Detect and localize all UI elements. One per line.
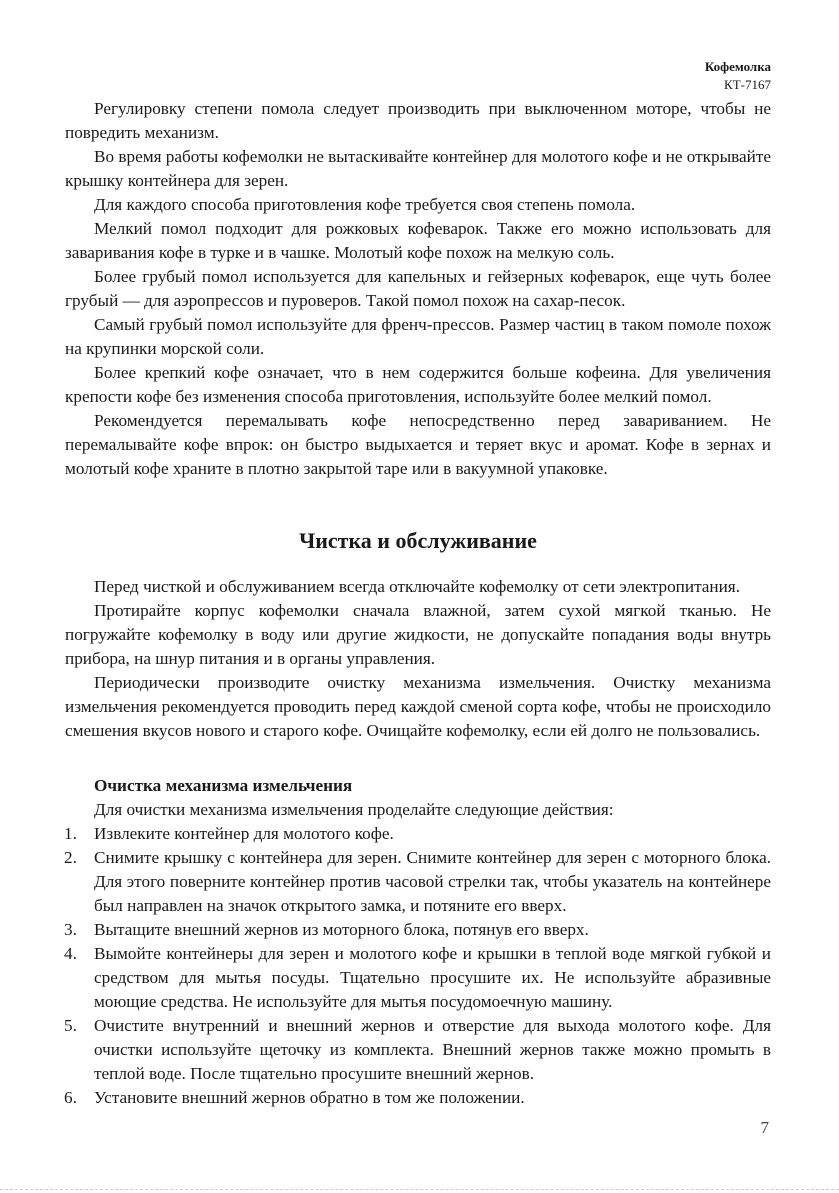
paragraph: Более крепкий кофе означает, что в нем содержится больше кофеина. Для увеличения крепости кофе без изменения способа приготовления, используйте более мелкий помол. [65, 363, 771, 406]
paragraph: Периодически производите очистку механизма измельчения. Очистку механизма измельчения рекомендуется проводить перед каждой сменой сорта кофе, чтобы не происходило смешения вкусов нового и старого кофе. Очищайте кофемолку, если ей долго не пользовались. [65, 673, 771, 740]
subsection-intro: Для очистки механизма измельчения проделайте следующие действия: [94, 800, 614, 819]
step-number: 3. [64, 920, 77, 939]
paragraph: Рекомендуется перемалывать кофе непосредственно перед завариванием. Не перемалывайте кофе впрок: он быстро выдыхается и теряет вкус и аромат. Кофе в зернах и молотый кофе храните в плотно закрытой таре или в вакуумной упаковке. [65, 411, 771, 478]
paragraph: Более грубый помол используется для капельных и гейзерных кофеварок, еще чуть более грубый — для аэропрессов и пуроверов. Такой помол похож на сахар-песок. [65, 267, 771, 310]
page-number: 7 [760, 1118, 769, 1137]
step-text: Вымойте контейнеры для зерен и молотого кофе и крышки в теплой воде мягкой губкой и средством для мытья посуды. Тщательно просушите их. Не используйте абразивные моющие средства. Не используйте для мытья посудомоечную машину. [94, 944, 771, 1011]
subsection-title: Очистка механизма измельчения [94, 776, 353, 795]
step-text: Установите внешний жернов обратно в том же положении. [94, 1088, 525, 1107]
step-number: 1. [64, 824, 77, 843]
step-text: Очистите внутренний и внешний жернов и отверстие для выхода молотого кофе. Для очистки используйте щеточку из комплекта. Внешний жернов также можно промыть в теплой воде. После тщательно просушите внешний жернов. [94, 1016, 771, 1083]
step-number: 6. [64, 1088, 77, 1107]
list-item [65, 918, 771, 942]
step-number: 5. [64, 1016, 77, 1035]
list-item [65, 822, 771, 846]
step-text: Извлеките контейнер для молотого кофе. [94, 824, 394, 843]
list-item [65, 1086, 771, 1110]
page-edge-divider [0, 1189, 839, 1190]
steps-list [65, 822, 771, 1110]
paragraph: Регулировку степени помола следует производить при выключенном моторе, чтобы не повредить механизм. [65, 99, 771, 142]
step-text: Снимите крышку с контейнера для зерен. Снимите контейнер для зерен с моторного блока. Для этого поверните контейнер против часовой стрелки так, чтобы указатель на контейнере был направлен на значок открытого замка, и потяните его вверх. [94, 848, 771, 915]
step-number: 4. [64, 944, 77, 963]
paragraph: Самый грубый помол используйте для френч-прессов. Размер частиц в таком помоле похож на крупинки морской соли. [65, 315, 771, 358]
section-title: Чистка и обслуживание [299, 528, 537, 553]
header-brand: Кофемолка [704, 59, 771, 74]
list-item [65, 942, 771, 1014]
step-number: 2. [64, 848, 77, 867]
list-item [65, 846, 771, 918]
list-item [65, 1014, 771, 1086]
paragraph: Во время работы кофемолки не вытаскивайте контейнер для молотого кофе и не открывайте крышку контейнера для зерен. [65, 147, 771, 190]
header-model: КТ-7167 [724, 77, 771, 92]
step-text: Вытащите внешний жернов из моторного блока, потянув его вверх. [94, 920, 589, 939]
paragraph: Протирайте корпус кофемолки сначала влажной, затем сухой мягкой тканью. Не погружайте кофемолку в воду или другие жидкости, не допускайте попадания воды внутрь прибора, на шнур питания и в органы управления. [65, 601, 771, 668]
paragraph: Для каждого способа приготовления кофе требуется своя степень помола. [94, 195, 636, 214]
page-content [65, 97, 771, 1110]
page-header [705, 58, 771, 94]
paragraph: Мелкий помол подходит для рожковых кофеварок. Также его можно использовать для заваривания кофе в турке и в чашке. Молотый кофе похож на мелкую соль. [65, 219, 771, 262]
paragraph: Перед чисткой и обслуживанием всегда отключайте кофемолку от сети электропитания. [94, 577, 741, 596]
